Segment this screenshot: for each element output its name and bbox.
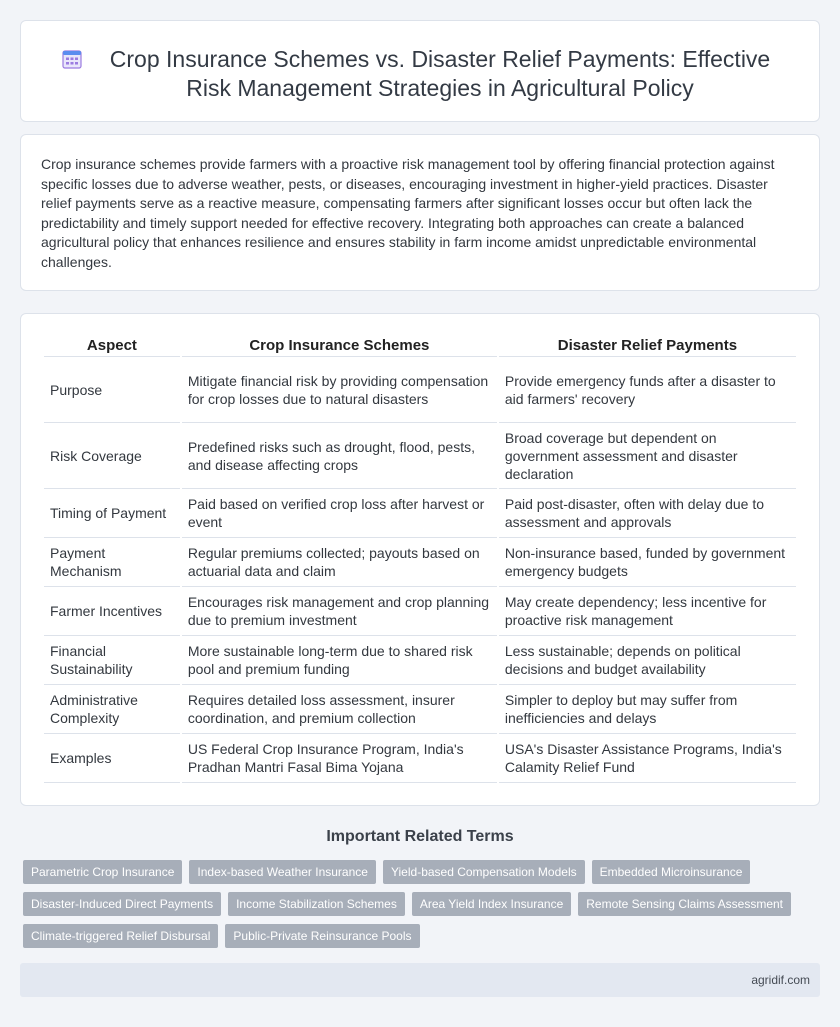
- row-aspect: Purpose: [44, 357, 180, 423]
- row-crop-insurance: Mitigate financial risk by providing compensation for crop losses due to natural disasters: [182, 357, 497, 423]
- header-aspect: Aspect: [44, 336, 180, 357]
- row-disaster-relief: Simpler to deploy but may suffer from inefficiencies and delays: [499, 685, 796, 734]
- row-aspect: Payment Mechanism: [44, 538, 180, 587]
- row-disaster-relief: Provide emergency funds after a disaster to aid farmers' recovery: [499, 357, 796, 423]
- related-term-tag[interactable]: Disaster-Induced Direct Payments: [23, 892, 221, 916]
- related-terms-tags: [23, 860, 803, 948]
- row-aspect: Timing of Payment: [44, 489, 180, 538]
- comparison-table-card: [20, 313, 820, 806]
- table-row: [44, 489, 796, 538]
- related-term-tag[interactable]: Remote Sensing Claims Assessment: [578, 892, 791, 916]
- table-row: [44, 685, 796, 734]
- row-disaster-relief: May create dependency; less incentive for proactive risk management: [499, 587, 796, 636]
- row-disaster-relief: Paid post-disaster, often with delay due to assessment and approvals: [499, 489, 796, 538]
- table-row: [44, 538, 796, 587]
- related-terms-title: Important Related Terms: [326, 828, 514, 845]
- row-crop-insurance: Predefined risks such as drought, flood, pests, and disease affecting crops: [182, 423, 497, 489]
- intro-card: [20, 134, 820, 291]
- row-disaster-relief: Less sustainable; depends on political decisions and budget availability: [499, 636, 796, 685]
- row-disaster-relief: Non-insurance based, funded by government emergency budgets: [499, 538, 796, 587]
- row-crop-insurance: Regular premiums collected; payouts based on actuarial data and claim: [182, 538, 497, 587]
- footer-bar: [20, 963, 820, 997]
- related-term-tag[interactable]: Index-based Weather Insurance: [189, 860, 376, 884]
- related-term-tag[interactable]: Public-Private Reinsurance Pools: [225, 924, 419, 948]
- row-crop-insurance: More sustainable long-term due to shared risk pool and premium funding: [182, 636, 497, 685]
- row-aspect: Examples: [44, 734, 180, 783]
- related-term-tag[interactable]: Area Yield Index Insurance: [412, 892, 571, 916]
- table-row: [44, 357, 796, 423]
- page-title: Crop Insurance Schemes vs. Disaster Relief Payments: Effective Risk Management Strategies in Agricultural Policy: [109, 46, 771, 101]
- table-header-row: [44, 336, 796, 357]
- row-aspect: Risk Coverage: [44, 423, 180, 489]
- table-row: [44, 587, 796, 636]
- row-aspect: Administrative Complexity: [44, 685, 180, 734]
- header-disaster-relief: Disaster Relief Payments: [499, 336, 796, 357]
- related-term-tag[interactable]: Climate-triggered Relief Disbursal: [23, 924, 218, 948]
- row-crop-insurance: Requires detailed loss assessment, insurer coordination, and premium collection: [182, 685, 497, 734]
- table-row: [44, 636, 796, 685]
- related-term-tag[interactable]: Yield-based Compensation Models: [383, 860, 585, 884]
- related-term-tag[interactable]: Income Stabilization Schemes: [228, 892, 405, 916]
- header-crop-insurance: Crop Insurance Schemes: [182, 336, 497, 357]
- related-term-tag[interactable]: Parametric Crop Insurance: [23, 860, 182, 884]
- row-disaster-relief: Broad coverage but dependent on government assessment and disaster declaration: [499, 423, 796, 489]
- row-crop-insurance: Paid based on verified crop loss after harvest or event: [182, 489, 497, 538]
- row-crop-insurance: US Federal Crop Insurance Program, India's Pradhan Mantri Fasal Bima Yojana: [182, 734, 497, 783]
- row-aspect: Financial Sustainability: [44, 636, 180, 685]
- footer-site-link[interactable]: agridif.com: [751, 973, 810, 987]
- table-row: [44, 423, 796, 489]
- row-aspect: Farmer Incentives: [44, 587, 180, 636]
- row-disaster-relief: USA's Disaster Assistance Programs, India's Calamity Relief Fund: [499, 734, 796, 783]
- related-term-tag[interactable]: Embedded Microinsurance: [592, 860, 751, 884]
- comparison-table: [42, 336, 798, 783]
- header-card: [20, 20, 820, 122]
- intro-paragraph: Crop insurance schemes provide farmers with a proactive risk management tool by offering financial protection against specific losses due to adverse weather, pests, or diseases, encouraging investment in higher-yield practices. Disaster relief payments serve as a reactive measure, compensating farmers after significant losses occur but often lack the predictability and timely support needed for effective recovery. Integrating both approaches can create a balanced agricultural policy that enhances resilience and ensures stability in farm income amidst unpredictable environmental challenges.: [41, 156, 775, 270]
- table-row: [44, 734, 796, 783]
- row-crop-insurance: Encourages risk management and crop planning due to premium investment: [182, 587, 497, 636]
